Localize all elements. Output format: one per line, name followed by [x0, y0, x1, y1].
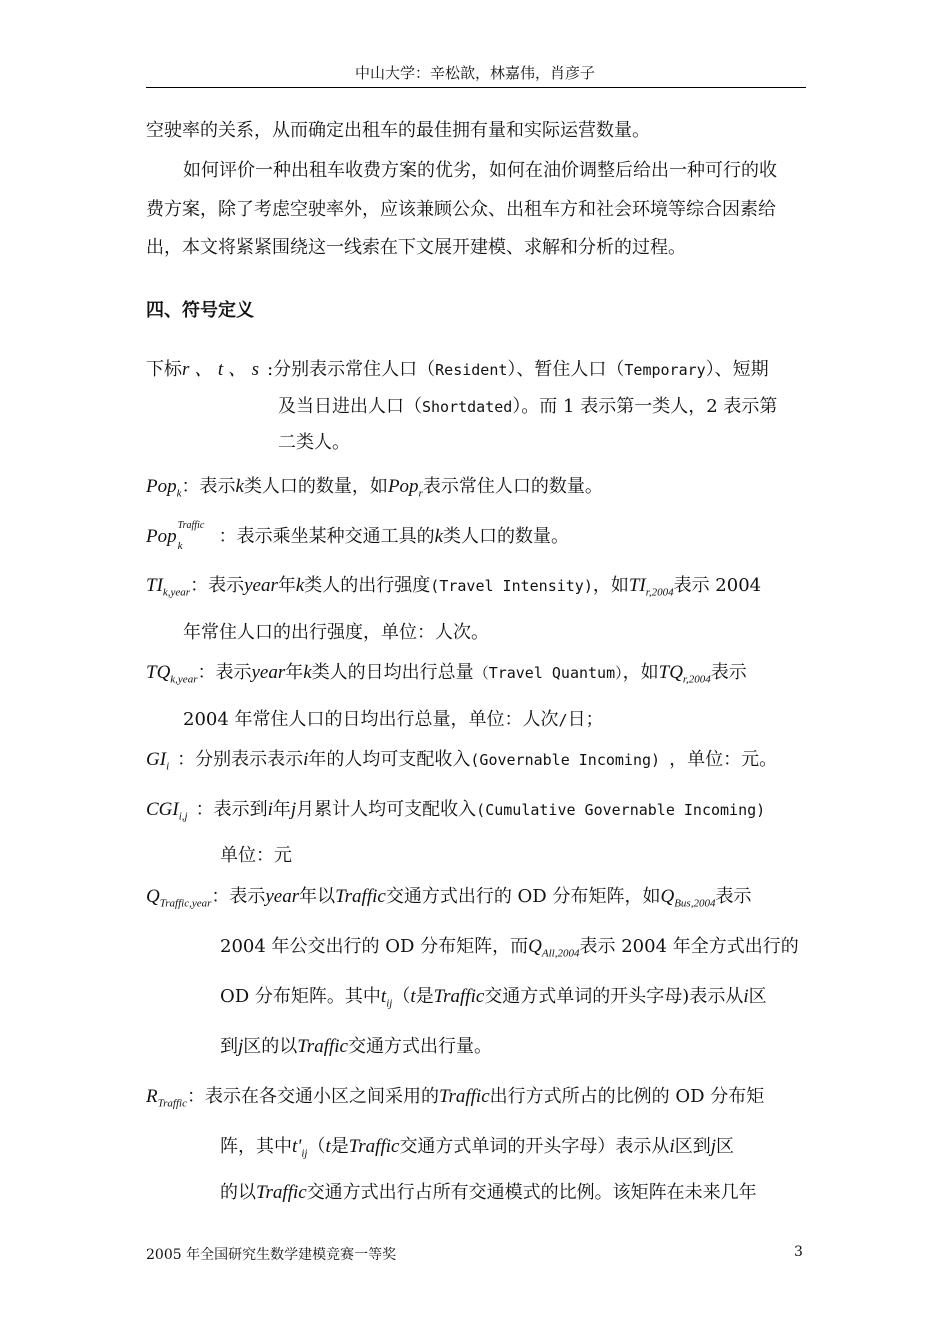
def-q-cont: OD 分布矩阵。其中$t_{ij}(t$是Traffic交通方式单词的开头字母)表示从i区 — [220, 986, 767, 1010]
header-rule — [146, 87, 806, 88]
def-pop-traffic: Pop Traffic k ：表示乘坐某种交通工具的k类人口的数量。 — [146, 520, 570, 552]
running-header: 中山大学：辛松歆，林嘉伟，肖彦子 — [354, 64, 595, 82]
def-subscripts-cont: 二类人。 — [278, 432, 350, 453]
footer-text: 2005 年全国研究生数学建模竞赛一等奖 — [146, 1247, 397, 1263]
def-subscripts-cont: 及当日进出人口（Shortdated）。而 1 表示第一类人，2 表示第 — [278, 396, 778, 417]
def-ti-cont: 年常住人口的出行强度，单位：人次。 — [183, 622, 489, 643]
page-number: 3 — [794, 1244, 803, 1260]
def-cgi-cont: 单位：元 — [220, 845, 292, 866]
def-q: $Q_{Traffic,year}$：表示year年以Traffic交通方式出行的 OD 分布矩阵，如$Q_{Bus,2004}$表示 — [146, 886, 752, 910]
def-pop: Pop$_k$：表示k类人口的数量，如Pop$_r$表示常住人口的数量。 — [146, 476, 603, 500]
def-cgi: $CGI_{i,j}$ ：表示到i年j月累计人均可支配收入(Cumulative Governable Incoming) — [146, 799, 766, 823]
def-gi: $GI_i$ ：分别表示表示i年的人均可支配收入(Governable Incoming) ，单位：元。 — [146, 749, 778, 773]
paragraph-line: 如何评价一种出租车收费方案的优劣，如何在油价调整后给出一种可行的收 — [183, 160, 777, 181]
def-r-cont: 的以Traffic交通方式出行占所有交通模式的比例。该矩阵在未来几年 — [220, 1182, 757, 1203]
def-q-cont: 到j区的以Traffic交通方式出行量。 — [220, 1036, 492, 1057]
def-r-cont: 阵，其中$t'_{ij}(t$是Traffic交通方式单词的开头字母）表示从i区到j区 — [220, 1136, 734, 1160]
paragraph-line: 出，本文将紧紧围绕这一线索在下文展开建模、求解和分析的过程。 — [146, 237, 686, 258]
def-r: $R_{Traffic}$：表示在各交通小区之间采用的Traffic出行方式所占的比例的 OD 分布矩 — [146, 1086, 765, 1110]
def-tq: $TQ_{k,year}$：表示year年k类人的日均出行总量（Travel Quantum），如$TQ_{r,2004}$表示 — [146, 662, 747, 686]
def-tq-cont: 2004 年常住人口的日均出行总量，单位：人次/日； — [183, 709, 604, 730]
section-title: 四、符号定义 — [146, 300, 254, 321]
def-q-cont: 2004 年公交出行的 OD 分布矩阵，而$Q_{All,2004}$表示 2004 年全方式出行的 — [220, 936, 799, 960]
paragraph-line: 空驶率的关系，从而确定出租车的最佳拥有量和实际运营数量。 — [146, 120, 650, 141]
def-ti: $TI_{k,year}$：表示year年k类人的出行强度(Travel Intensity)，如$TI_{r,2004}$表示 2004 — [146, 575, 762, 599]
def-subscripts: 下标r 、 t 、 s :分别表示常住人口（Resident）、暂住人口（Temporary）、短期 — [146, 359, 769, 380]
paragraph-line: 费方案，除了考虑空驶率外，应该兼顾公众、出租车方和社会环境等综合因素给 — [146, 199, 776, 220]
